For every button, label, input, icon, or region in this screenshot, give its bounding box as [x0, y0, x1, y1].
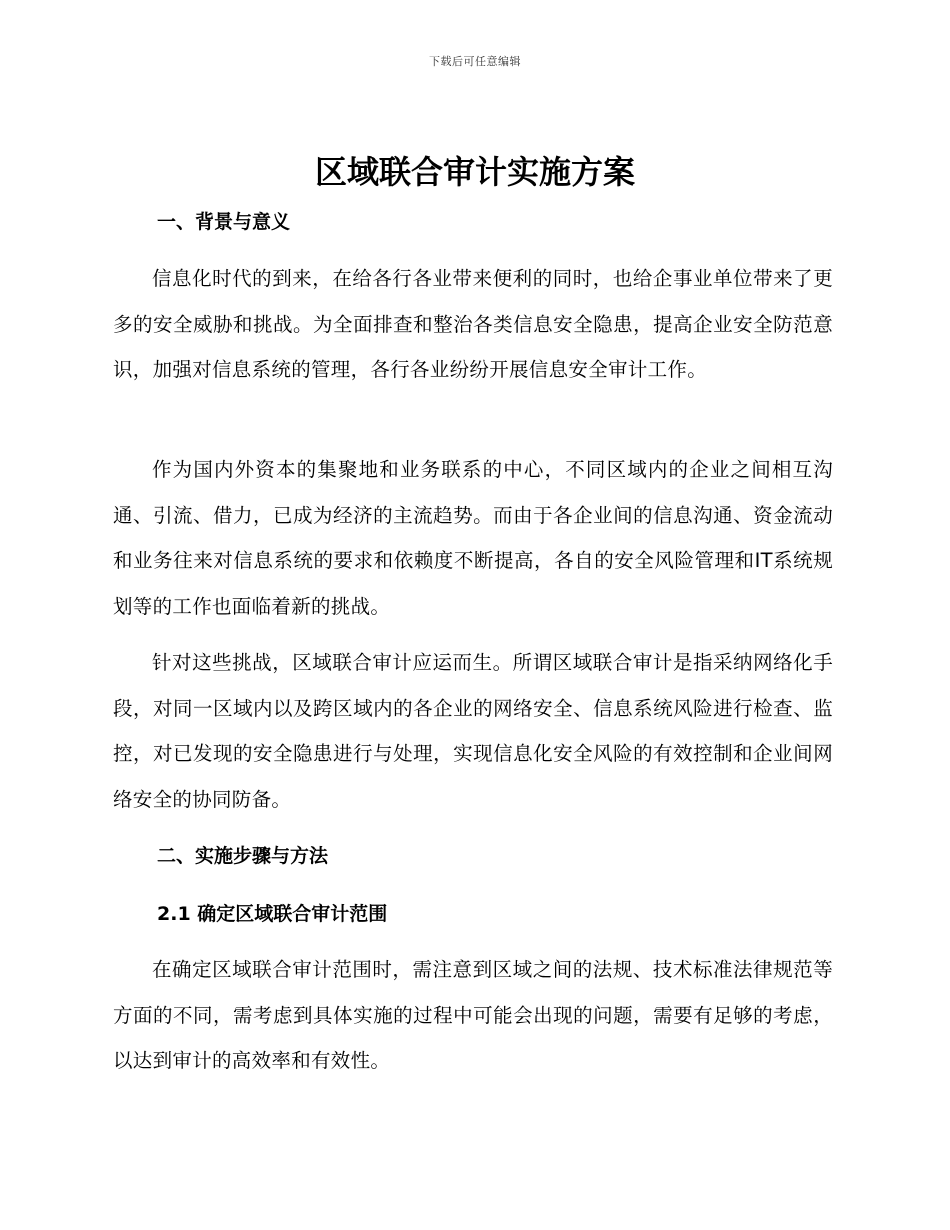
section-1-paragraph-1: 信息化时代的到来，在给各行各业带来便利的同时，也给企事业单位带来了更多的安全威胁和挑战。为全面排查和整治各类信息安全隐患，提高企业安全防范意识，加强对信息系统的管理，各行各业纷纷开展信息安全审计工作。 [113, 267, 833, 381]
section-1-paragraph-2: 作为国内外资本的集聚地和业务联系的中心，不同区域内的企业之间相互沟通、引流、借力，已成为经济的主流趋势。而由于各企业间的信息沟通、资金流动和业务往来对信息系统的要求和依赖度不断提高，各自的安全风险管理和IT系统规划等的工作也面临着新的挑战。 [113, 458, 833, 618]
section-1-heading: 一、背景与意义 [157, 211, 291, 233]
section-2-heading: 二、实施步骤与方法 [157, 845, 329, 867]
subsection-2-1-heading: 2.1 确定区域联合审计范围 [157, 903, 388, 925]
subsection-2-1-paragraph-1: 在确定区域联合审计范围时，需注意到区域之间的法规、技术标准法律规范等方面的不同，需考虑到具体实施的过程中可能会出现的问题，需要有足够的考虑，以达到审计的高效率和有效性。 [113, 958, 833, 1072]
document-title: 区域联合审计实施方案 [314, 153, 635, 191]
page-header-note: 下载后可任意编辑 [429, 55, 521, 68]
section-1-paragraph-3: 针对这些挑战，区域联合审计应运而生。所谓区域联合审计是指采纳网络化手段，对同一区域内以及跨区域内的各企业的网络安全、信息系统风险进行检查、监控，对已发现的安全隐患进行与处理，实现信息化安全风险的有效控制和企业间网络安全的协同防备。 [113, 651, 833, 811]
